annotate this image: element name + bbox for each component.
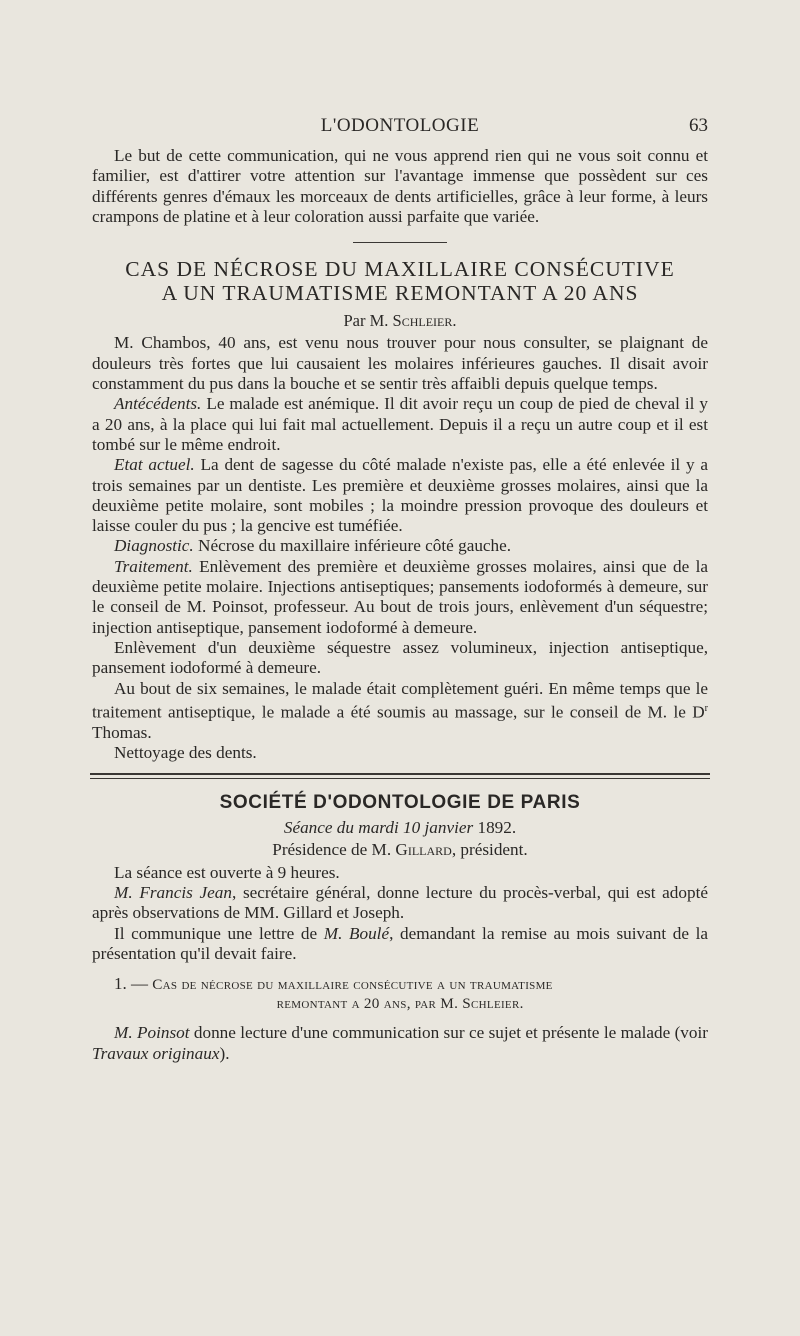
presidence-suffix: , président. — [451, 839, 528, 859]
paragraph-label: Diagnostic. — [114, 536, 194, 556]
presidence-prefix: Présidence de M. — [272, 839, 396, 859]
page-number: 63 — [689, 115, 708, 136]
paragraph-label: Antécédents. — [114, 394, 202, 414]
presidence-line — [92, 839, 708, 861]
seance-year: 1892. — [473, 817, 517, 837]
agenda-item-title-cont: remontant a 20 ans, par M. — [276, 995, 463, 1013]
paragraph-text: , secrétaire général, donne lecture du procès-verbal, qui est adopté après observations de MM. Gillard et Joseph. — [92, 883, 708, 923]
article-title — [92, 257, 708, 305]
agenda-item — [92, 974, 708, 1013]
article-title-line-1: CAS DE NÉCROSE DU MAXILLAIRE CONSÉCUTIVE — [125, 257, 675, 282]
minutes-paragraph — [92, 1023, 708, 1064]
minutes-paragraph — [92, 883, 708, 924]
speaker-name: M. Francis Jean — [114, 883, 232, 903]
speaker-name: M. Boulé — [323, 923, 390, 943]
paragraph-text: Au bout de six semaines, le malade était complètement guéri. En même temps que le traitement antiseptique, le malade a été soumis au massage, sur le conseil de M. le D — [92, 678, 708, 722]
paragraph-label: Traitement. — [114, 556, 193, 576]
page-body — [92, 146, 708, 1064]
article-paragraph — [92, 394, 708, 455]
agenda-item-period: . — [519, 995, 524, 1013]
paragraph-text: Nécrose du maxillaire inférieure côté gauche. — [193, 536, 512, 556]
paragraph-text: Le malade est anémique. Il dit avoir reçu un coup de pied de cheval il y a 20 ans, à la place qui lui fait mal actuellement. Depuis il a reçu un autre coup et il est tombé sur le même endroit. — [92, 394, 708, 454]
agenda-item-author: Schleier — [462, 995, 520, 1013]
president-name: Gillard — [395, 839, 452, 859]
article-title-line-2: A UN TRAUMATISME REMONTANT A 20 ANS — [161, 281, 639, 306]
paragraph-text: ). — [219, 1043, 230, 1063]
article-paragraph — [92, 455, 708, 536]
paragraph-label: Etat actuel. — [114, 455, 195, 475]
minutes-paragraph: La séance est ouverte à 9 heures. — [114, 862, 340, 882]
article-paragraph — [92, 679, 708, 744]
paragraph-text: Enlèvement des première et deuxième grosses molaires, ainsi que de la deuxième petite molaire. Injections antiseptiques; pansements iodoformés à demeure, sur le conseil de M. Poinsot, professeur. Au bout de trois jours, enlèvement d'un séquestre; injection antiseptique, pansement iodoformé à demeure. — [92, 556, 708, 637]
article-byline: Par M. Schleier. — [343, 311, 457, 331]
minutes-paragraph — [92, 924, 708, 965]
article-paragraph — [92, 557, 708, 638]
agenda-item-number: 1. — — [114, 974, 153, 994]
paragraph-text: La dent de sagesse du côté malade n'existe pas, elle a été enlevée il y a trois semaines par un dentiste. Les première et deuxième grosses molaires, ainsi que la deuxième petite molaire, sont mobiles ; la moindre pression provoque des douleurs et laisse couler du pus ; la gencive est tuméfiée. — [92, 455, 708, 536]
society-title: SOCIÉTÉ D'ODONTOLOGIE DE PARIS — [219, 792, 581, 814]
double-rule-top — [90, 773, 710, 775]
running-head — [92, 115, 708, 137]
paragraph-text: Il communique une lettre de — [114, 923, 324, 943]
article-paragraph: M. Chambos, 40 ans, est venu nous trouver pour nous consulter, se plaignant de douleurs très fortes que lui causaient les molaires inférieures gauches. Il disait avoir constamment du pus dans la bouche et se sentir très affaibli depuis quelque temps. — [92, 333, 708, 394]
byline-author: Schleier — [392, 311, 453, 331]
running-title: L'ODONTOLOGIE — [320, 115, 480, 136]
intro-paragraph: Le but de cette communication, qui ne vous apprend rien qui ne vous soit connu et familier, est d'attirer votre attention sur l'avantage immense que possèdent sur ces différents genres d'émaux les morceaux de dents artificielles, grâce à leur forme, à leurs crampons de platine et à leur coloration aussi parfaite que variée. — [92, 146, 708, 226]
agenda-item-title: Cas de nécrose du maxillaire consécutive a un traumatisme — [152, 976, 553, 994]
article-paragraph: Enlèvement d'un deuxième séquestre assez volumineux, injection antiseptique, pansement iodoformé à demeure. — [92, 637, 708, 678]
speaker-name: M. Poinsot — [114, 1023, 190, 1043]
paragraph-text: Thomas. — [92, 722, 152, 742]
paragraph-text: , demandant la remise au mois suivant de la présentation qu'il devait faire. — [92, 923, 708, 963]
seance-date-italic: Séance du mardi 10 janvier — [283, 817, 474, 837]
agenda-item-line-2 — [92, 994, 708, 1013]
superscript: r — [704, 702, 708, 714]
paragraph-text: donne lecture d'une communication sur ce sujet et présente le malade (voir — [189, 1023, 708, 1043]
article-paragraph: Nettoyage des dents. — [114, 743, 257, 763]
cross-reference: Travaux originaux — [92, 1043, 220, 1063]
double-rule-bottom — [90, 778, 710, 779]
byline-prefix: Par M. — [343, 311, 393, 331]
section-divider — [353, 242, 447, 243]
article-paragraph — [92, 536, 708, 556]
agenda-item-line-1 — [92, 974, 708, 994]
seance-date — [92, 817, 708, 839]
